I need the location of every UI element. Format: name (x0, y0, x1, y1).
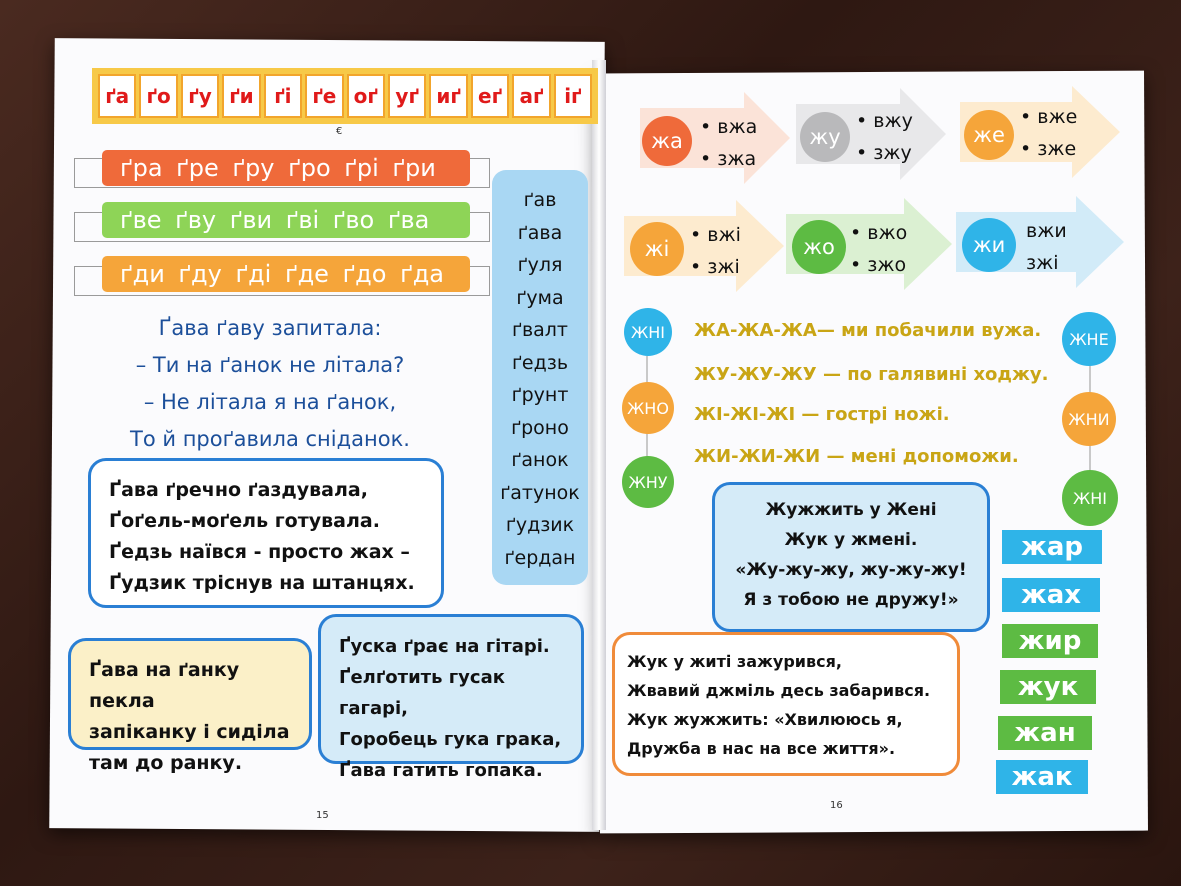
syllable-cell: оґ (347, 74, 385, 118)
word-step: жук (1000, 670, 1096, 704)
word: ґердан (504, 546, 576, 569)
syllable-cell: іґ (554, 74, 592, 118)
syllable-circle: жі (630, 222, 684, 276)
rhyme-line: Ґуска ґрає на гітарі. (339, 636, 550, 657)
syllable-cell: ґі (264, 74, 302, 118)
syllable-variant: • зже (1020, 138, 1077, 160)
syllable-variant: • вжо (850, 222, 908, 244)
word: ґудзик (505, 514, 575, 536)
syllable-variant: • зжа (700, 148, 757, 170)
word: ґроно (511, 416, 569, 439)
syllable-circle: жа (642, 116, 692, 166)
rhyme-line: Жужжить у Жені (765, 500, 937, 520)
syllable-circle: ЖНУ (622, 456, 674, 508)
rhyme-line: Жук у жмені. (784, 530, 918, 550)
rhyme-line: Жук жужжить: «Хвилююсь я, (627, 710, 903, 729)
chant-line: ЖУ-ЖУ-ЖУ — по галявині ходжу. (694, 364, 1049, 385)
word: ґедзь (511, 351, 569, 374)
syllable-variant: • зжо (850, 254, 907, 276)
syllable-bar-amber: ґди ґду ґді ґде ґдо ґда (102, 256, 470, 292)
word: ґава (517, 221, 563, 244)
rhyme-box-lightblue (318, 614, 584, 781)
syllable-cell: ґа (98, 74, 136, 118)
syllable-variant: вжи (1026, 220, 1067, 242)
syllable-cell: ґо (139, 74, 177, 118)
rhyme-line: Жвавий джміль десь забарився. (627, 681, 931, 700)
syllable-circle: же (964, 110, 1014, 160)
word-step: жир (1002, 624, 1098, 658)
rhyme-line: Ґава гатить гопака. (339, 760, 543, 781)
book-spine (592, 60, 606, 830)
rhyme-box-blue (88, 458, 444, 608)
word-step: жан (998, 716, 1092, 750)
word-step: жар (1002, 530, 1102, 564)
syllable-variant: зжі (1026, 252, 1059, 274)
syllable-circle: ЖНИ (1062, 392, 1116, 446)
rhyme-line: там до ранку. (89, 752, 243, 774)
syllable-circle: жи (962, 218, 1016, 272)
syllable-variant: • вжу (856, 110, 913, 132)
rhyme-line: Ґава на ґанку пекла (89, 659, 240, 712)
chant-line: ЖІ-ЖІ-ЖІ — гострі ножі. (694, 404, 950, 425)
poem (90, 310, 450, 458)
poem-line: – Ти на ґанок не літала? (135, 353, 405, 377)
rhyme-line: Ґудзик тріснув на штанцях. (109, 572, 415, 594)
syllable-variant: • вжа (700, 116, 758, 138)
word-step: жах (1002, 578, 1100, 612)
syllable-strip (92, 68, 598, 124)
syllable-variant: • зжу (856, 142, 912, 164)
page-number-right: 16 (830, 800, 843, 811)
rhyme-box-orange (612, 632, 960, 776)
syllable-circle: ЖНІ (624, 308, 672, 356)
poem-line: Ґава ґаву запитала: (158, 316, 382, 340)
rhyme-line: Ґава ґречно ґаздувала, (109, 479, 368, 501)
syllable-variant: • вжі (690, 224, 741, 246)
poem-line: – Не літала я на ґанок, (143, 390, 397, 414)
syllable-cell: ґи (222, 74, 260, 118)
poem-line: То й проґавила сніданок. (130, 427, 410, 451)
word: ґума (516, 286, 564, 309)
rhyme-box-yellow (68, 638, 312, 774)
word-column (492, 170, 588, 585)
rhyme-line: Ґоґель-моґель готувала. (109, 510, 380, 532)
syllable-bar-green: ґве ґву ґви ґві ґво ґва (102, 202, 470, 238)
syllable-circle: жу (800, 112, 850, 162)
word-step: жак (996, 760, 1088, 794)
word: ґвалт (511, 319, 569, 341)
syllable-cell: ґу (181, 74, 219, 118)
syllable-cell: уґ (388, 74, 426, 118)
rhyme-line: Ґедзь наївся - просто жах – (109, 541, 410, 563)
page-number-left: 15 (316, 810, 329, 821)
syllable-circle: ЖНЕ (1062, 312, 1116, 366)
word: ґав (523, 189, 557, 211)
syllable-circle: жо (792, 220, 846, 274)
rhyme-line: Я з тобою не дружу!» (743, 590, 959, 610)
syllable-cell: еґ (471, 74, 509, 118)
syllable-cell: аґ (512, 74, 550, 118)
syllable-cell: ґе (305, 74, 343, 118)
syllable-cell: иґ (429, 74, 467, 118)
word: ґатунок (500, 481, 580, 504)
rhyme-line: Ґелґотить гусак гагарі, (339, 667, 505, 719)
word: ґрунт (511, 384, 569, 406)
rhyme-line: Жук у житі зажурився, (627, 652, 842, 671)
syllable-variant: • зжі (690, 256, 740, 278)
syllable-variant: • вже (1020, 106, 1078, 128)
rhyme-box-blue-right (712, 482, 990, 632)
euro-mark: € (336, 126, 343, 137)
rhyme-line: запіканку і сиділа (89, 721, 290, 743)
word: ґанок (511, 449, 569, 471)
chant-line: ЖА-ЖА-ЖА— ми побачили вужа. (694, 320, 1042, 341)
syllable-bar-orange: ґра ґре ґру ґро ґрі ґри (102, 150, 470, 186)
syllable-circle: ЖНІ (1062, 470, 1118, 526)
chant-line: ЖИ-ЖИ-ЖИ — мені допоможи. (694, 446, 1019, 467)
rhyme-line: Дружба в нас на все життя». (627, 739, 896, 758)
rhyme-line: Горобець гука грака, (339, 729, 562, 750)
syllable-circle: ЖНО (622, 382, 674, 434)
word: ґуля (517, 254, 563, 276)
rhyme-line: «Жу-жу-жу, жу-жу-жу! (735, 560, 967, 580)
